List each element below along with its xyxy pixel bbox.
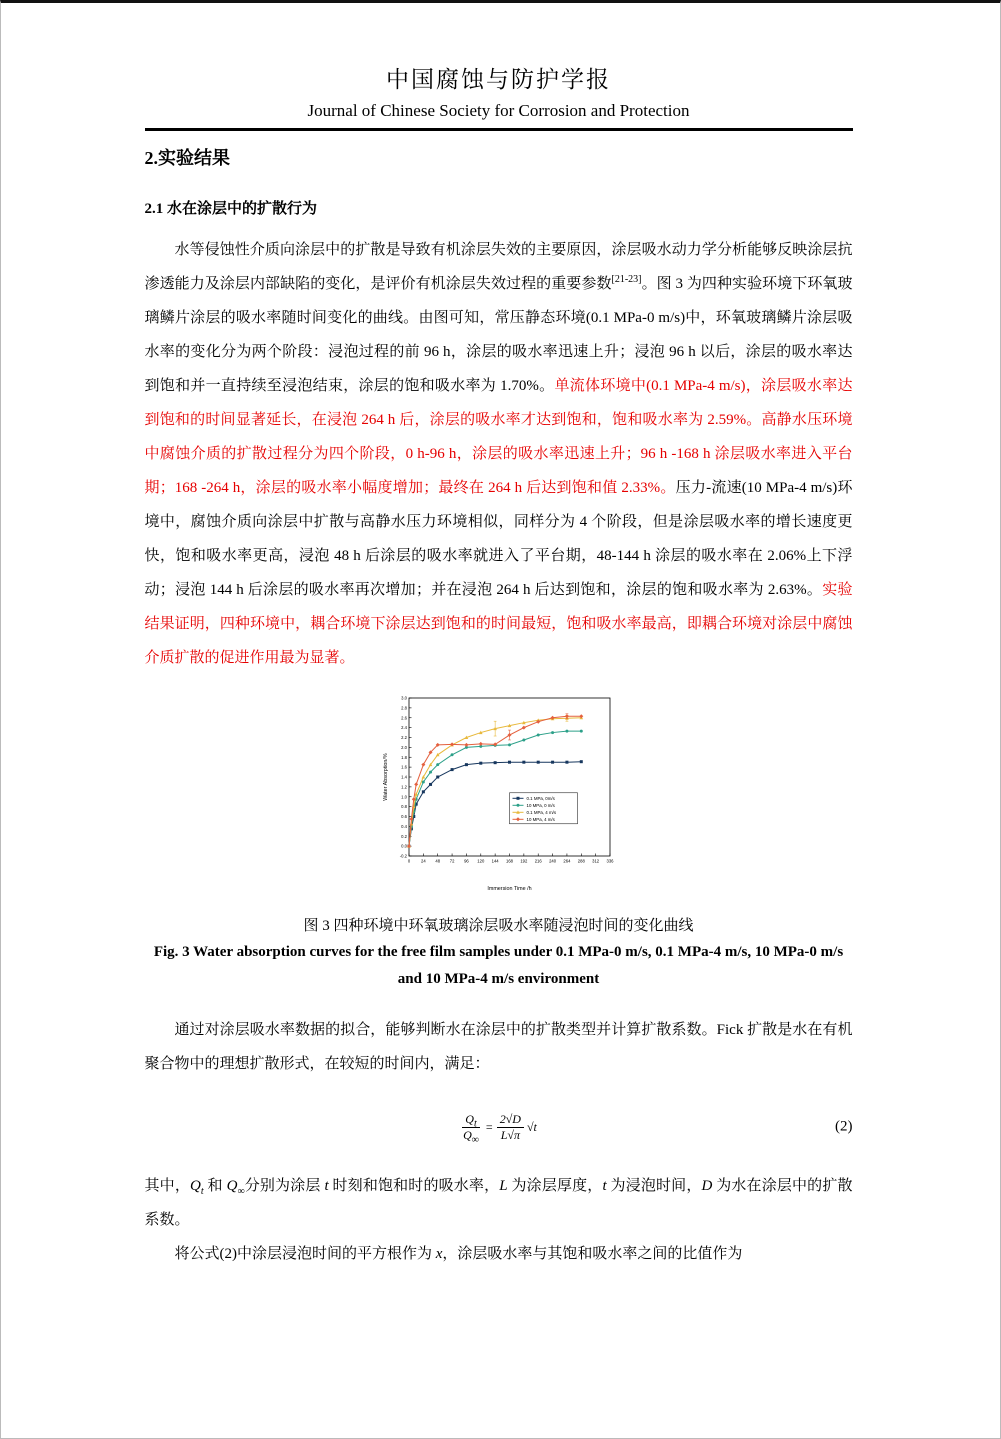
equation-lhs-numerator: $Q_t$ (462, 1112, 479, 1128)
water-absorption-chart (379, 691, 619, 893)
svg-text:48: 48 (434, 858, 440, 864)
text-run: D (701, 1178, 713, 1194)
text-run: 为涂层厚度， (507, 1178, 603, 1194)
figure-caption-en: Fig. 3 Water absorption curves for the free film samples under 0.1 MPa-0 m/s, 0.1 MPa-4 m/s, 10 MPa-0 m/s and 10 MPa-4 m/s environment (153, 944, 844, 987)
svg-text:1.2: 1.2 (400, 784, 407, 790)
body-paragraph-1 (145, 233, 853, 675)
journal-title-cn: 中国腐蚀与防护学报 (386, 67, 611, 92)
text-run: 其中， (144, 1178, 190, 1194)
figure (145, 691, 853, 993)
svg-text:1.0: 1.0 (400, 794, 407, 800)
svg-text:0.8: 0.8 (400, 804, 407, 810)
equation-equals-sign: = (485, 1119, 493, 1134)
text-run: 将公式(2)中涂层浸泡时间的平方根作为 (174, 1246, 436, 1262)
equation-lhs-denominator: $Q_\infty$ (463, 1127, 479, 1145)
svg-text:1.4: 1.4 (400, 774, 407, 780)
text-run: ，涂层吸水率与其饱和吸水率之间的比值作为 (442, 1246, 743, 1262)
text-run: Q (189, 1178, 201, 1194)
equation-lhs-fraction (460, 1112, 482, 1143)
text-run: [21-23] (611, 274, 642, 285)
text-run: 为水在涂层中的扩散系数。 (144, 1178, 853, 1228)
text-run: 为浸泡时间， (606, 1178, 702, 1194)
text-run: L (499, 1178, 508, 1194)
text-run: ∞ (237, 1186, 245, 1197)
svg-text:0: 0 (407, 858, 410, 864)
svg-text:10 MPa, 0 m/s: 10 MPa, 0 m/s (526, 802, 555, 808)
svg-text:24: 24 (420, 858, 426, 864)
text-run: 单流体环境中(0.1 MPa-4 m/s)，涂层吸水率达到饱和的时间显著延长，在浸泡 264 h 后，涂层的吸水率才达到饱和，饱和吸水率为 2.59%。高静水压环境中腐蚀介质的扩散过程分为四个阶段，0 h-96 h，涂层的吸水率迅速上升；96 h -168 h 涂层吸水率进入平台期；168 -264 h，涂层的吸水率小幅度增加；最终在 264 h 后达到饱和值 2.33%。 (144, 378, 853, 496)
text-run: t (324, 1178, 329, 1194)
svg-text:96: 96 (463, 858, 469, 864)
equation-2 (145, 1105, 853, 1149)
svg-text:0.6: 0.6 (400, 814, 407, 820)
text-run: 实验结果证明，四种环境中，耦合环境下涂层达到饱和的时间最短，饱和吸水率最高，即耦合环境对涂层中腐蚀介质扩散的促进作用最为显著。 (144, 582, 853, 666)
text-run: Q (226, 1178, 238, 1194)
equation-body (460, 1112, 537, 1143)
text-run: t (200, 1186, 204, 1197)
svg-text:312: 312 (591, 858, 599, 864)
equation-rhs-numerator: 2√D (497, 1112, 524, 1128)
equation-sqrt-t-term: √t (526, 1119, 537, 1134)
text-run: x (435, 1246, 443, 1262)
text-run: 分别为涂层 (244, 1178, 325, 1194)
journal-title-en: Journal of Chinese Society for Corrosion and Protection (307, 101, 690, 120)
svg-text:120: 120 (476, 858, 484, 864)
svg-text:0.0: 0.0 (400, 843, 407, 849)
text-run: 。图 3 为四种实验环境下环氧玻璃鳞片涂层的吸水率随时间变化的曲线。由图可知，常压静态环境(0.1 MPa-0 m/s)中，环氧玻璃鳞片涂层吸水率的变化分为两个阶段：浸泡过程的前 96 h，涂层的吸水率迅速上升；浸泡 96 h 以后，涂层的吸水率达到饱和并一直持续至浸泡结束，涂层的饱和吸水率为 1.70%。 (144, 276, 853, 394)
svg-text:-0.2: -0.2 (399, 853, 407, 859)
text-run: 时刻和饱和时的吸水率， (328, 1178, 500, 1194)
equation-number: (2) (835, 1118, 853, 1135)
svg-text:1.8: 1.8 (400, 754, 407, 760)
svg-text:72: 72 (449, 858, 454, 864)
body-paragraph-4 (145, 1237, 853, 1271)
body-paragraph-3 (145, 1169, 853, 1237)
svg-text:2.8: 2.8 (400, 705, 407, 711)
svg-text:2.6: 2.6 (400, 715, 407, 721)
svg-text:2.2: 2.2 (400, 735, 407, 741)
body-paragraph-2 (145, 1013, 853, 1081)
subsection-title: 2.1 水在涂层中的扩散行为 (144, 201, 318, 217)
svg-text:216: 216 (534, 858, 542, 864)
svg-text:0.2: 0.2 (400, 833, 407, 839)
svg-text:336: 336 (606, 858, 613, 864)
svg-text:0.1 MPa, 0m/s: 0.1 MPa, 0m/s (526, 795, 555, 801)
svg-text:288: 288 (577, 858, 585, 864)
header-rule (145, 128, 853, 131)
journal-header (145, 3, 853, 131)
section-title: 2.实验结果 (144, 148, 230, 168)
svg-text:Immersion Time /h: Immersion Time /h (486, 886, 532, 892)
svg-text:0.1 MPa, 4 m/s: 0.1 MPa, 4 m/s (526, 809, 556, 815)
text-run: 水等侵蚀性介质向涂层中的扩散是导致有机涂层失效的主要原因，涂层吸水动力学分析能够反映涂层抗渗透能力及涂层内部缺陷的变化，是评价有机涂层失效过程的重要参数 (144, 242, 853, 292)
svg-text:Water Absorption/%: Water Absorption/% (382, 753, 389, 801)
svg-text:2.4: 2.4 (400, 725, 407, 731)
svg-text:2.0: 2.0 (400, 744, 407, 750)
text-run: 压力-流速(10 MPa-4 m/s)环境中，腐蚀介质向涂层中扩散与高静水压力环境相似，同样分为 4 个阶段，但是涂层吸水率的增长速度更快，饱和吸水率更高，浸泡 48 h 后涂层的吸水率就进入了平台期，48-144 h 涂层的吸水率在 2.06%上下浮动；浸泡 144 h 后涂层的吸水率再次增加；并在浸泡 264 h 后达到饱和，涂层的饱和吸水率为 2.63%。 (144, 480, 853, 598)
svg-text:168: 168 (505, 858, 513, 864)
equation-rhs-fraction (497, 1112, 524, 1143)
svg-text:264: 264 (562, 858, 570, 864)
svg-text:1.6: 1.6 (400, 764, 407, 770)
text-run: t (602, 1178, 607, 1194)
svg-text:192: 192 (519, 858, 527, 864)
text-run: 通过对涂层吸水率数据的拟合，能够判断水在涂层中的扩散类型并计算扩散系数。Fick 扩散是水在有机聚合物中的理想扩散形式，在较短的时间内，满足： (144, 1022, 853, 1072)
text-run: 和 (203, 1178, 227, 1194)
equation-rhs-denominator: L√π (500, 1127, 520, 1142)
svg-text:240: 240 (548, 858, 556, 864)
svg-text:3.0: 3.0 (400, 695, 407, 701)
svg-text:10 MPa, 4 m/s: 10 MPa, 4 m/s (526, 816, 555, 822)
svg-text:0.4: 0.4 (400, 823, 407, 829)
figure-caption-cn: 图 3 四种环境中环氧玻璃涂层吸水率随浸泡时间的变化曲线 (303, 918, 694, 934)
svg-text:144: 144 (491, 858, 499, 864)
